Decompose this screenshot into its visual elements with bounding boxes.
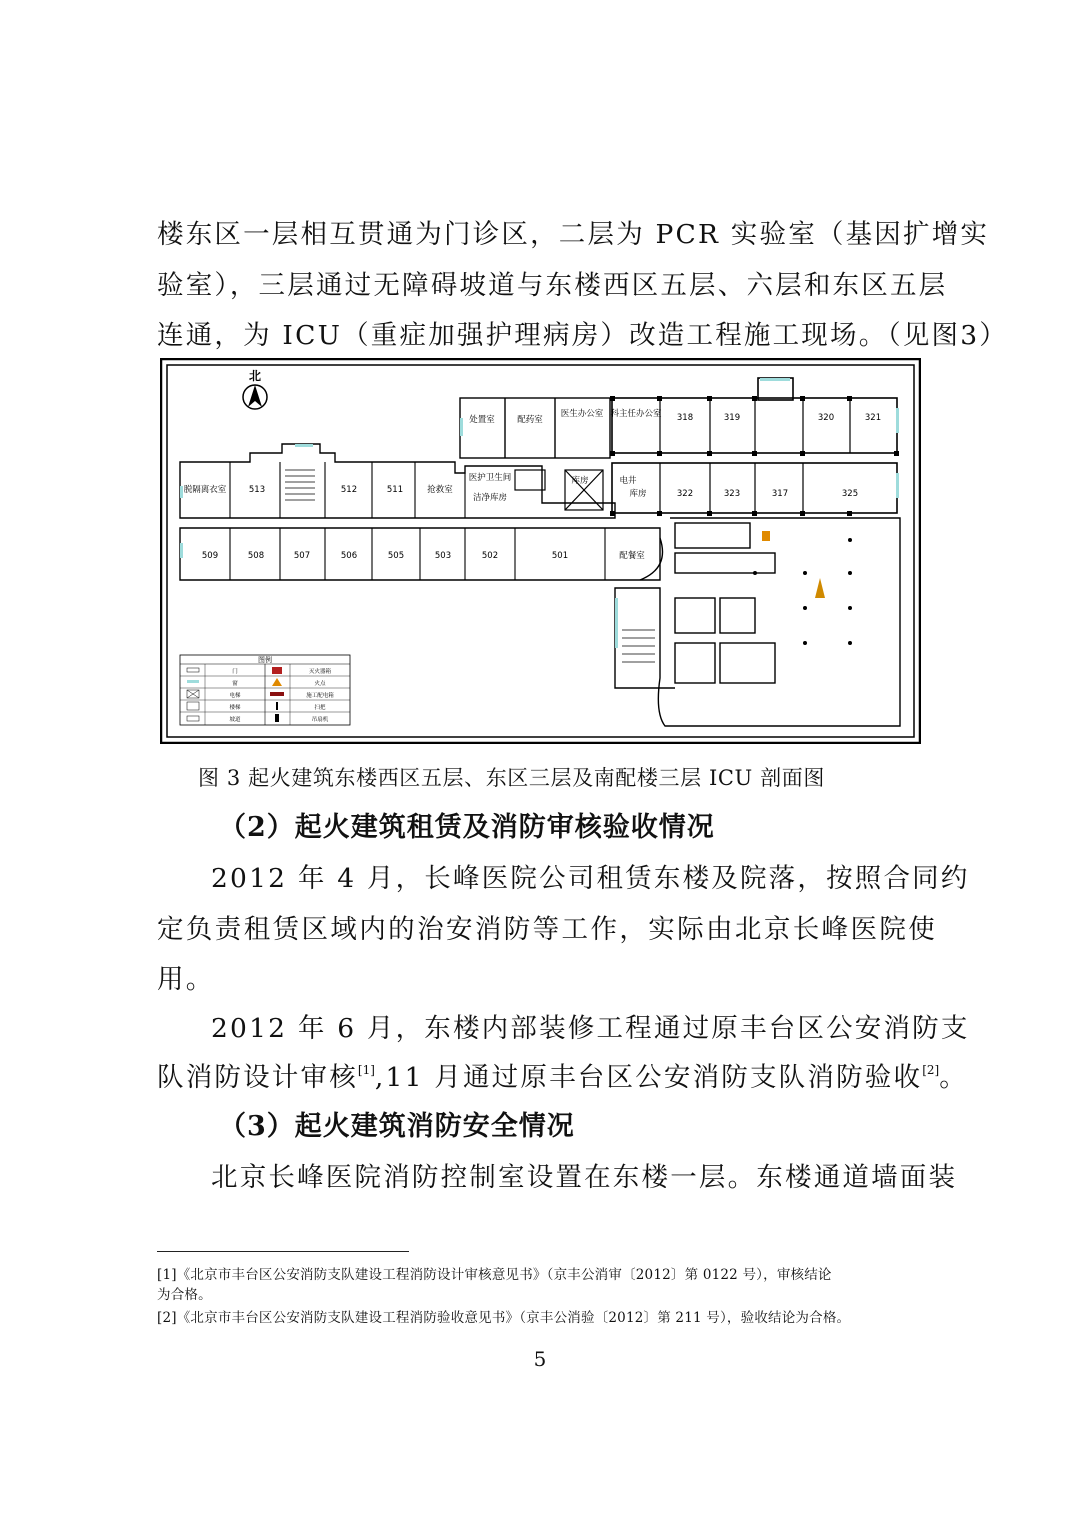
legend-item: 火点 bbox=[314, 681, 326, 687]
room-label: 513 bbox=[248, 485, 266, 495]
footnote: 为合格。 bbox=[157, 1287, 212, 1303]
legend-item: 窗 bbox=[232, 681, 238, 687]
legend-item: 门 bbox=[232, 669, 238, 675]
footnote: [2]《北京市丰台区公安消防支队建设工程消防验收意见书》（京丰公消验〔2012〕第 211 号），验收结论为合格。 bbox=[157, 1310, 851, 1326]
footnote-ref[interactable]: [1] bbox=[357, 1063, 375, 1077]
room-label: 脱隔离衣室 bbox=[183, 485, 227, 495]
window-icon bbox=[187, 680, 199, 683]
broom-icon bbox=[276, 702, 278, 710]
body-text: ,11 月通过原丰台区公安消防支队消防验收 bbox=[374, 1062, 923, 1093]
room-label: 319 bbox=[723, 413, 741, 423]
distribution-box-icon bbox=[270, 692, 284, 696]
room-label: 323 bbox=[723, 489, 741, 499]
room-label: 配餐室 bbox=[619, 551, 645, 561]
north-arrow-icon bbox=[243, 385, 267, 409]
room-label: 507 bbox=[293, 551, 311, 561]
body-line: 用。 bbox=[157, 964, 215, 995]
legend-item: 坡道 bbox=[229, 717, 241, 723]
room-label: 320 bbox=[817, 413, 835, 423]
room-label: 322 bbox=[676, 489, 694, 499]
ceiling-fan-icon bbox=[275, 714, 279, 722]
room-label: 医护卫生间 bbox=[468, 473, 512, 483]
body-text: 队消防设计审核 bbox=[157, 1062, 358, 1093]
room-label: 325 bbox=[841, 489, 859, 499]
room-label: 317 bbox=[771, 489, 789, 499]
room-label: 库房 bbox=[571, 476, 589, 486]
room-label: 501 bbox=[551, 551, 569, 561]
room-label: 318 bbox=[676, 413, 694, 423]
room-label: 医生办公室 bbox=[560, 409, 604, 419]
room-label: 502 bbox=[481, 551, 499, 561]
body-line: 楼东区一层相互贯通为门诊区，二层为 PCR 实验室（基因扩增实 bbox=[157, 219, 990, 250]
fire-extinguisher-box-icon bbox=[272, 667, 282, 674]
body-line: 北京长峰医院消防控制室设置在东楼一层。东楼通道墙面装 bbox=[211, 1162, 958, 1193]
legend-item: 扫把 bbox=[314, 705, 326, 711]
legend-item: 电梯 bbox=[229, 693, 241, 699]
body-line: 验室），三层通过无障碍坡道与东楼西区五层、六层和东区五层 bbox=[157, 270, 948, 301]
room-label: 509 bbox=[201, 551, 219, 561]
room-label: 511 bbox=[386, 485, 404, 495]
room-label: 库房 bbox=[629, 489, 647, 499]
room-label: 506 bbox=[340, 551, 358, 561]
floor-plan-figure bbox=[160, 358, 921, 744]
body-line: 2012 年 6 月，东楼内部装修工程通过原丰台区公安消防支 bbox=[211, 1013, 970, 1044]
section-heading: （3）起火建筑消防安全情况 bbox=[219, 1111, 575, 1142]
body-line: 2012 年 4 月，长峰医院公司租赁东楼及院落，按照合同约 bbox=[211, 863, 970, 894]
room-label: 电井 bbox=[619, 476, 637, 486]
room-label: 洁净库房 bbox=[472, 493, 508, 503]
legend-item: 灭火器箱 bbox=[308, 669, 332, 675]
room-label: 321 bbox=[864, 413, 882, 423]
legend bbox=[180, 655, 350, 725]
footnote: [1]《北京市丰台区公安消防支队建设工程消防设计审核意见书》（京丰公消审〔2012〕第 0122 号），审核结论 bbox=[157, 1267, 832, 1283]
north-label: 北 bbox=[248, 369, 262, 383]
legend-item: 施工配电箱 bbox=[306, 693, 334, 699]
section-heading: （2）起火建筑租赁及消防审核验收情况 bbox=[219, 812, 715, 843]
legend-item: 楼梯 bbox=[229, 705, 241, 711]
room-label: 科主任办公室 bbox=[610, 409, 662, 419]
room-label: 配药室 bbox=[517, 415, 543, 425]
body-line: 连通，为 ICU（重症加强护理病房）改造工程施工现场。（见图3） bbox=[157, 320, 1009, 351]
room-label: 508 bbox=[247, 551, 265, 561]
room-label: 505 bbox=[387, 551, 405, 561]
room-label: 处置室 bbox=[469, 415, 495, 425]
body-line: 定负责租赁区域内的治安消防等工作，实际由北京长峰医院使 bbox=[157, 914, 937, 945]
room-label: 512 bbox=[340, 485, 358, 495]
body-line bbox=[157, 1055, 968, 1094]
page-number: 5 bbox=[533, 1347, 547, 1371]
figure-caption: 图 3 起火建筑东楼西区五层、东区三层及南配楼三层 ICU 剖面图 bbox=[198, 766, 825, 790]
body-text: 。 bbox=[939, 1062, 968, 1093]
room-label: 抢救室 bbox=[427, 485, 453, 495]
room-label: 503 bbox=[434, 551, 452, 561]
legend-title: 图例 bbox=[258, 656, 272, 664]
footnote-ref[interactable]: [2] bbox=[922, 1063, 940, 1077]
legend-item: 吊扇机 bbox=[311, 717, 329, 723]
footnote-divider bbox=[157, 1251, 409, 1252]
